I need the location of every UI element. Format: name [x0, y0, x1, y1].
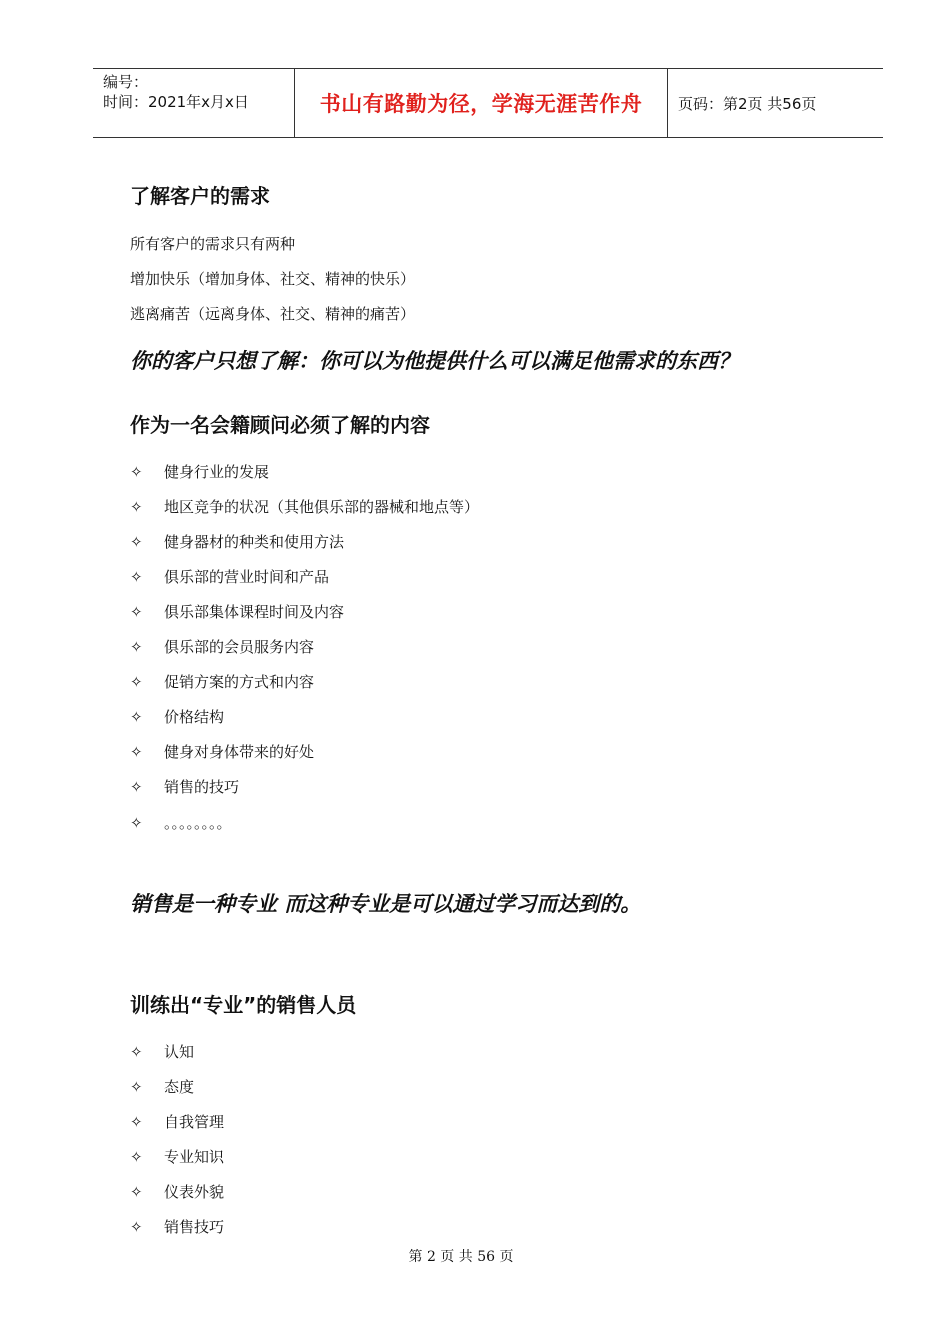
list-item-text: 俱乐部集体课程时间及内容: [164, 603, 345, 621]
list-item: [130, 496, 479, 517]
diamond-bullet-icon: ✧: [130, 603, 143, 621]
list-item-text: 俱乐部的会员服务内容: [164, 638, 315, 656]
list-item: [130, 706, 224, 727]
list-item: [130, 1076, 194, 1097]
diamond-bullet-icon: ✧: [130, 1183, 143, 1201]
list-item: [130, 1041, 194, 1062]
footer-page-number: 第 2 页 共 56 页: [408, 1249, 514, 1265]
section-title-customer-needs: 了解客户的需求: [130, 184, 270, 208]
list-item: [130, 566, 329, 587]
list-item-text: 价格结构: [164, 708, 225, 726]
list-item-text: 自我管理: [164, 1113, 225, 1131]
number-label: 编号：: [103, 73, 149, 91]
diamond-bullet-icon: ✧: [130, 1113, 143, 1131]
diamond-bullet-icon: ✧: [130, 533, 143, 551]
header-meta-cell: [93, 69, 295, 137]
diamond-bullet-icon: ✧: [130, 498, 143, 516]
diamond-bullet-icon: ✧: [130, 708, 143, 726]
motto-text: 书山有路勤为径，学海无涯苦作舟: [319, 92, 643, 116]
diamond-bullet-icon: ✧: [130, 743, 143, 761]
list-item-text: 销售技巧: [164, 1218, 225, 1236]
section-title-required-knowledge: 作为一名会籍顾问必须了解的内容: [130, 413, 430, 437]
paragraph-line: 增加快乐（增加身体、社交、精神的快乐）: [130, 270, 416, 288]
list-item: [130, 1111, 224, 1132]
page-footer: [0, 1246, 950, 1266]
list-item: [130, 1146, 224, 1167]
header-motto-cell: [295, 69, 668, 137]
list-item-text: 健身对身体带来的好处: [164, 743, 315, 761]
list-item-text: 健身行业的发展: [164, 463, 270, 481]
list-item-text: 俱乐部的营业时间和产品: [164, 568, 330, 586]
diamond-bullet-icon: ✧: [130, 568, 143, 586]
list-item: [130, 671, 314, 692]
list-item: [130, 741, 314, 762]
list-item: [130, 1181, 224, 1202]
list-item: [130, 601, 344, 622]
list-item: [130, 461, 269, 482]
list-item-text: 专业知识: [164, 1148, 225, 1166]
paragraph-line: 逃离痛苦（远离身体、社交、精神的痛苦）: [130, 305, 416, 323]
section-title-professional-sales: 训练出“专业”的销售人员: [130, 993, 357, 1017]
diamond-bullet-icon: ✧: [130, 1218, 143, 1236]
list-item-text: 地区竞争的状况（其他俱乐部的器械和地点等）: [164, 498, 480, 516]
diamond-bullet-icon: ✧: [130, 673, 143, 691]
list-item-text: 促销方案的方式和内容: [164, 673, 315, 691]
header-page-cell: [668, 69, 883, 137]
list-item: [130, 1216, 224, 1237]
diamond-bullet-icon: ✧: [130, 1043, 143, 1061]
emphasis-statement: 你的客户只想了解：你可以为他提供什么可以满足他需求的东西？: [130, 349, 739, 373]
page-label: 页码：第2页 共56页: [678, 94, 817, 113]
diamond-bullet-icon: ✧: [130, 463, 143, 481]
list-item: [130, 812, 232, 833]
time-label: 时间：2021年x月x日: [103, 93, 249, 111]
diamond-bullet-icon: ✧: [130, 1148, 143, 1166]
diamond-bullet-icon: ✧: [130, 1078, 143, 1096]
list-item-text: 健身器材的种类和使用方法: [164, 533, 345, 551]
list-item-text: 认知: [164, 1043, 195, 1061]
list-item-text: 。。。。。。。。: [164, 814, 232, 832]
diamond-bullet-icon: ✧: [130, 778, 143, 796]
paragraph-line: 所有客户的需求只有两种: [130, 235, 296, 253]
list-item: [130, 531, 344, 552]
list-item-text: 态度: [164, 1078, 195, 1096]
list-item: [130, 636, 314, 657]
page-header: [93, 68, 883, 138]
diamond-bullet-icon: ✧: [130, 638, 143, 656]
diamond-bullet-icon: ✧: [130, 814, 143, 832]
emphasis-statement: 销售是一种专业 而这种专业是可以通过学习而达到的。: [130, 892, 642, 916]
list-item-text: 销售的技巧: [164, 778, 240, 796]
list-item-text: 仪表外貌: [164, 1183, 225, 1201]
list-item: [130, 776, 239, 797]
